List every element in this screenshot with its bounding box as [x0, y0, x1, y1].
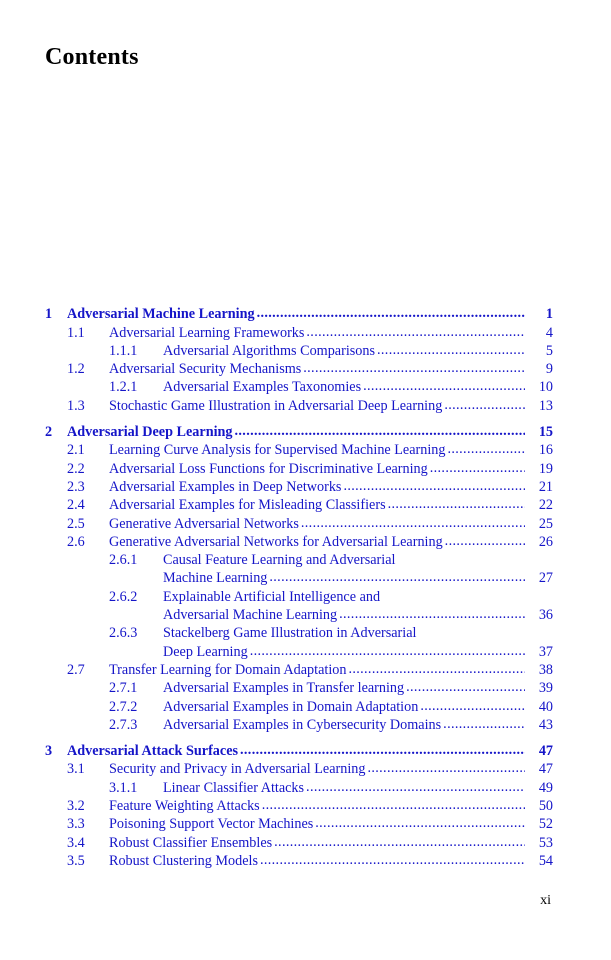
toc-entry-3-4[interactable]: [45, 833, 553, 851]
toc-entry-number: 2.6: [67, 533, 85, 550]
toc-leader-dots: [377, 342, 525, 359]
toc-entry-page: 22: [538, 497, 553, 514]
toc-entry-number: 3.2: [67, 798, 85, 815]
toc-entry-page: 47: [538, 743, 553, 760]
toc-entry-page: 50: [538, 798, 553, 815]
toc-leader-dots: [257, 305, 525, 322]
toc-entry-page: 36: [538, 607, 553, 624]
toc-entry-number: 2.3: [67, 478, 85, 495]
toc-entry-number: 2.1: [67, 442, 85, 459]
toc-entry-number: 1.3: [67, 397, 85, 414]
toc-entry-1-1[interactable]: [45, 323, 553, 341]
toc-entry-number: 2.6.2: [109, 588, 138, 605]
toc-leader-dots: [303, 360, 525, 377]
toc-leader-dots: [315, 815, 525, 832]
toc-entry-title: Adversarial Examples in Cybersecurity Domains: [163, 716, 442, 733]
toc-leader-dots: [260, 852, 525, 869]
toc-entry-number: 3.1.1: [109, 779, 138, 796]
toc-leader-dots: [343, 478, 525, 495]
toc-entry-2-6-3[interactable]: [45, 624, 553, 642]
toc-entry-2-6-2-cont[interactable]: [45, 606, 553, 624]
toc-entry-2[interactable]: [45, 423, 553, 441]
toc-entry-number: 1.1: [67, 324, 85, 341]
toc-entry-number: 3.1: [67, 761, 85, 778]
toc-leader-dots: [348, 661, 525, 678]
toc-entry-number: 1: [45, 306, 53, 323]
toc-entry-number: 3.5: [67, 852, 85, 869]
toc-leader-dots: [430, 460, 525, 477]
toc-entry-page: 10: [538, 379, 553, 396]
toc-entry-number: 1.2.1: [109, 379, 138, 396]
toc-entry-title: Feature Weighting Attacks: [109, 798, 260, 815]
toc-entry-1-2-1[interactable]: [45, 378, 553, 396]
toc-entry-title: Adversarial Loss Functions for Discriminative Learning: [109, 460, 428, 477]
toc-entry-3-1-1[interactable]: [45, 778, 553, 796]
toc-leader-dots: [406, 679, 525, 696]
toc-entry-title: Adversarial Algorithms Comparisons: [163, 342, 376, 359]
toc-entry-3-5[interactable]: [45, 852, 553, 870]
toc-entry-2-1[interactable]: [45, 441, 553, 459]
toc-entry-2-4[interactable]: [45, 496, 553, 514]
toc-entry-page: 9: [545, 361, 553, 378]
toc-entry-page: 1: [545, 306, 553, 323]
toc-entry-3[interactable]: [45, 742, 553, 760]
toc-entry-2-6[interactable]: [45, 533, 553, 551]
toc-entry-number: 2.7.1: [109, 680, 138, 697]
toc-entry-title: Adversarial Attack Surfaces: [67, 743, 239, 760]
toc-leader-dots: [420, 698, 525, 715]
toc-entry-page: 15: [538, 424, 553, 441]
toc-entry-title: Adversarial Deep Learning: [67, 424, 233, 441]
toc-entry-page: 43: [538, 716, 553, 733]
toc-entry-page: 39: [538, 680, 553, 697]
toc-entry-title: Stochastic Game Illustration in Adversarial Deep Learning: [109, 397, 443, 414]
page-title: Contents: [45, 44, 139, 70]
toc-entry-number: 1.2: [67, 361, 85, 378]
toc-entry-page: 38: [538, 661, 553, 678]
toc-entry-title: Explainable Artificial Intelligence and: [163, 588, 381, 605]
toc-leader-dots: [388, 496, 525, 513]
toc-entry-number: 3.4: [67, 834, 85, 851]
toc-entry-3-2[interactable]: [45, 797, 553, 815]
toc-entry-title: Linear Classifier Attacks: [163, 779, 305, 796]
toc-entry-title: Adversarial Examples for Misleading Classifiers: [109, 497, 386, 514]
toc-entry-1[interactable]: [45, 305, 553, 323]
toc-entry-1-3[interactable]: [45, 396, 553, 414]
toc-entry-2-7-2[interactable]: [45, 697, 553, 715]
toc-leader-dots: [274, 834, 525, 851]
toc-entry-page: 13: [538, 397, 553, 414]
toc-entry-number: 2.7.3: [109, 716, 138, 733]
toc-entry-title: Generative Adversarial Networks for Adversarial Learning: [109, 533, 443, 550]
toc-entry-3-3[interactable]: [45, 815, 553, 833]
toc-entry-page: 47: [538, 761, 553, 778]
toc-entry-number: 1.1.1: [109, 342, 138, 359]
toc-entry-title: Adversarial Security Mechanisms: [109, 361, 302, 378]
toc-leader-dots: [367, 760, 525, 777]
toc-entry-title: Adversarial Examples in Transfer learning: [163, 680, 405, 697]
toc-entry-title: Robust Classifier Ensembles: [109, 834, 273, 851]
toc-entry-page: 26: [538, 533, 553, 550]
toc-entry-title: Adversarial Machine Learning: [163, 607, 338, 624]
toc-entry-2-6-2[interactable]: [45, 587, 553, 605]
toc-entry-1-2[interactable]: [45, 360, 553, 378]
toc-leader-dots: [363, 378, 525, 395]
toc-entry-title: Adversarial Learning Frameworks: [109, 324, 305, 341]
toc-leader-dots: [250, 643, 525, 660]
toc-entry-page: 52: [538, 816, 553, 833]
toc-entry-title: Adversarial Examples Taxonomies: [163, 379, 362, 396]
toc-entry-number: 2: [45, 424, 53, 441]
toc-entry-number: 2.7: [67, 661, 85, 678]
toc-leader-dots: [269, 569, 525, 586]
toc-entry-title: Poisoning Support Vector Machines: [109, 816, 314, 833]
toc-leader-dots: [301, 515, 525, 532]
toc-leader-dots: [240, 742, 525, 759]
toc-entry-title: Causal Feature Learning and Adversarial: [163, 552, 396, 569]
toc-leader-dots: [262, 797, 525, 814]
table-of-contents: [45, 305, 553, 870]
toc-entry-title: Robust Clustering Models: [109, 852, 258, 869]
toc-leader-dots: [443, 716, 525, 733]
toc-leader-dots: [235, 423, 525, 440]
toc-entry-page: 49: [538, 779, 553, 796]
toc-entry-2-5[interactable]: [45, 514, 553, 532]
toc-entry-2-3[interactable]: [45, 478, 553, 496]
toc-entry-page: 27: [538, 570, 553, 587]
toc-leader-dots: [445, 533, 525, 550]
toc-entry-2-7-3[interactable]: [45, 716, 553, 734]
toc-entry-page: 21: [538, 478, 553, 495]
toc-entry-3-1[interactable]: [45, 760, 553, 778]
toc-leader-dots: [306, 779, 525, 796]
toc-entry-1-1-1[interactable]: [45, 342, 553, 360]
toc-entry-title: Machine Learning: [163, 570, 268, 587]
toc-entry-page: 16: [538, 442, 553, 459]
toc-entry-2-2[interactable]: [45, 459, 553, 477]
toc-entry-2-6-3-cont[interactable]: [45, 642, 553, 660]
toc-entry-page: 4: [545, 324, 553, 341]
toc-entry-page: 53: [538, 834, 553, 851]
toc-entry-page: 5: [545, 342, 553, 359]
toc-entry-page: 19: [538, 460, 553, 477]
toc-entry-number: 2.4: [67, 497, 85, 514]
toc-entry-number: 2.7.2: [109, 698, 138, 715]
toc-entry-title: Deep Learning: [163, 643, 248, 660]
toc-entry-number: 2.6.1: [109, 552, 138, 569]
toc-entry-title: Adversarial Examples in Deep Networks: [109, 478, 342, 495]
toc-entry-2-7[interactable]: [45, 661, 553, 679]
toc-entry-2-6-1[interactable]: [45, 551, 553, 569]
page-number: xi: [540, 893, 551, 908]
toc-entry-title: Security and Privacy in Adversarial Learning: [109, 761, 366, 778]
toc-entry-number: 2.5: [67, 515, 85, 532]
toc-entry-2-7-1[interactable]: [45, 679, 553, 697]
toc-entry-title: Stackelberg Game Illustration in Adversarial: [163, 625, 417, 642]
toc-entry-title: Transfer Learning for Domain Adaptation: [109, 661, 347, 678]
toc-leader-dots: [306, 324, 525, 341]
toc-entry-page: 40: [538, 698, 553, 715]
toc-leader-dots: [444, 397, 525, 414]
toc-entry-title: Adversarial Examples in Domain Adaptation: [163, 698, 419, 715]
toc-leader-dots: [339, 606, 525, 623]
toc-entry-number: 2.6.3: [109, 625, 138, 642]
toc-entry-title: Adversarial Machine Learning: [67, 306, 255, 323]
toc-entry-number: 2.2: [67, 460, 85, 477]
toc-entry-number: 3.3: [67, 816, 85, 833]
toc-entry-page: 54: [538, 852, 553, 869]
toc-leader-dots: [447, 441, 525, 458]
toc-entry-page: 37: [538, 643, 553, 660]
toc-entry-title: Generative Adversarial Networks: [109, 515, 299, 532]
toc-entry-page: 25: [538, 515, 553, 532]
toc-entry-2-6-1-cont[interactable]: [45, 569, 553, 587]
toc-entry-title: Learning Curve Analysis for Supervised Machine Learning: [109, 442, 446, 459]
toc-entry-number: 3: [45, 743, 53, 760]
